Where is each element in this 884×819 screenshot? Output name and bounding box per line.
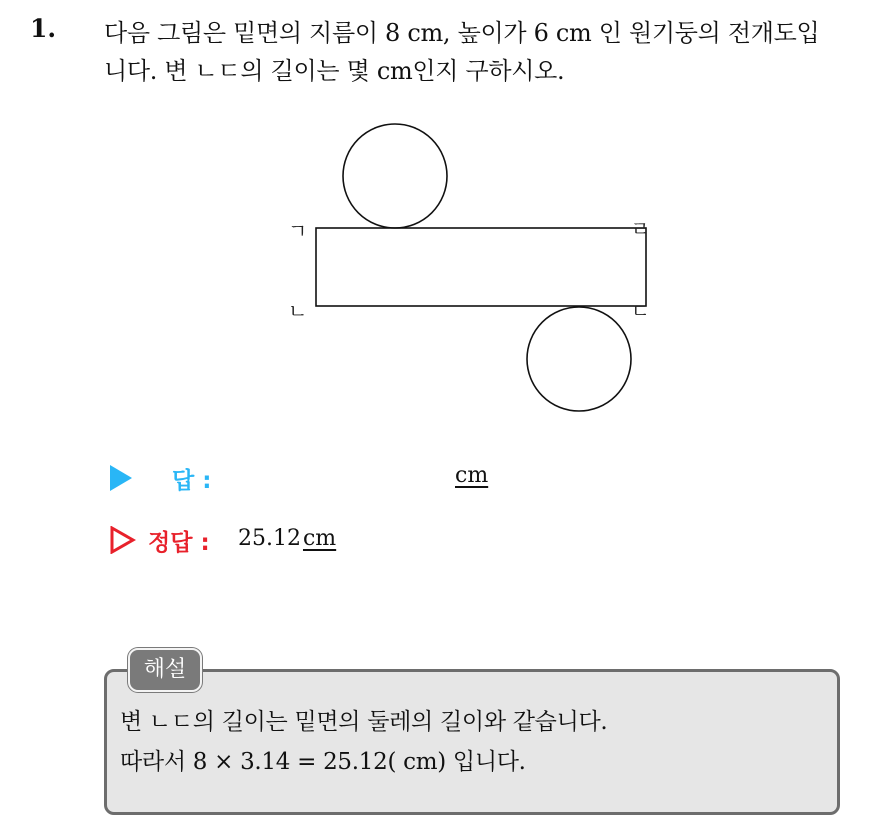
explanation-text (120, 702, 607, 782)
bottom-base-circle (527, 307, 631, 411)
correct-answer-value: 25.12 (238, 526, 301, 551)
vertex-label-digeut: ㄷ (630, 299, 650, 323)
top-base-circle (343, 124, 447, 228)
correct-answer-label: 정답 : (148, 530, 210, 556)
question-line-2: 니다. 변 ㄴㄷ의 길이는 몇 cm인지 구하시오. (104, 57, 565, 85)
correct-answer-value-group (238, 526, 336, 551)
cylinder-net-figure (280, 118, 660, 418)
vertex-label-nieun: ㄴ (288, 299, 308, 323)
vertex-label-rieul: ㄹ (630, 217, 650, 241)
vertex-label-giyeok: ㄱ (288, 219, 308, 243)
correct-answer-unit: cm (302, 526, 337, 551)
question-text (104, 14, 874, 90)
question-number: 1. (30, 14, 57, 43)
play-marker-icon (110, 465, 132, 491)
answer-unit: cm (455, 463, 489, 488)
outline-marker-icon (110, 526, 136, 554)
question-line-1: 다음 그림은 밑면의 지름이 8 cm, 높이가 6 cm 인 원기둥의 전개도입 (104, 19, 820, 47)
explanation-line-2: 따라서 8 × 3.14 = 25.12( cm) 입니다. (120, 749, 526, 775)
side-rectangle (316, 228, 646, 306)
explanation-tag: 해설 (128, 648, 202, 692)
answer-label: 답 : (172, 468, 212, 494)
explanation-line-1: 변 ㄴㄷ의 길이는 밑면의 둘레의 길이와 같습니다. (120, 709, 608, 735)
